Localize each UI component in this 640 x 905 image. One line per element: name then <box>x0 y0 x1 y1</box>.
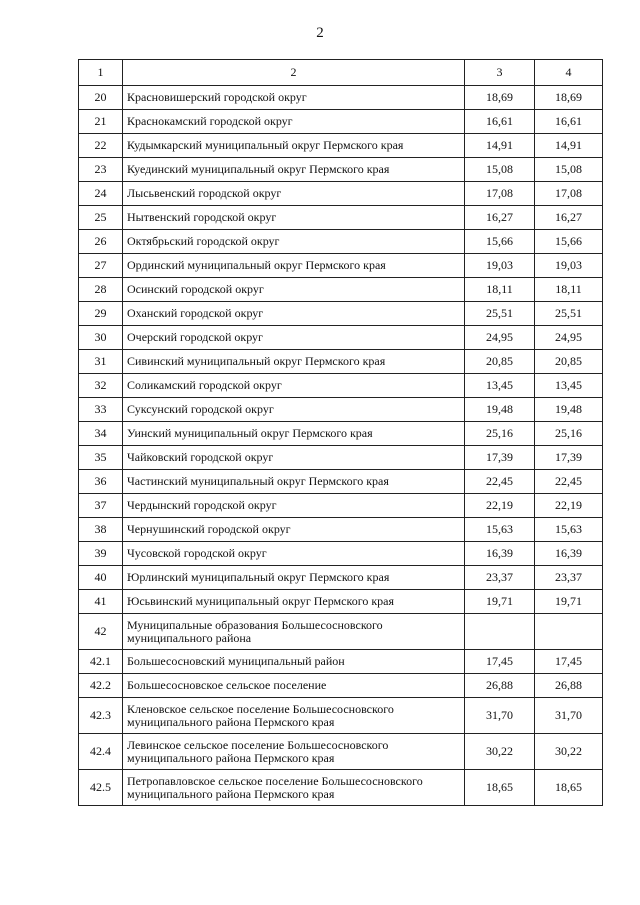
row-number-cell: 26 <box>79 230 123 254</box>
value-cell-col4: 31,70 <box>535 698 603 734</box>
table-header-row <box>79 60 603 86</box>
value-cell-col3: 13,45 <box>465 374 535 398</box>
table-row <box>79 110 603 134</box>
value-cell-col3: 16,39 <box>465 542 535 566</box>
table-row <box>79 254 603 278</box>
table-row <box>79 302 603 326</box>
row-number-cell: 42.3 <box>79 698 123 734</box>
table-row <box>79 542 603 566</box>
row-name-cell: Нытвенский городской округ <box>123 206 465 230</box>
table-row <box>79 158 603 182</box>
value-cell-col3: 22,19 <box>465 494 535 518</box>
row-number-cell: 39 <box>79 542 123 566</box>
row-name-cell: Кленовское сельское поселение Большесосновского муниципального района Пермского края <box>123 698 465 734</box>
row-name-cell: Чайковский городской округ <box>123 446 465 470</box>
value-cell-col3: 16,27 <box>465 206 535 230</box>
column-header: 4 <box>535 60 603 86</box>
value-cell-col4: 19,71 <box>535 590 603 614</box>
row-number-cell: 22 <box>79 134 123 158</box>
row-number-cell: 36 <box>79 470 123 494</box>
table-row <box>79 374 603 398</box>
value-cell-col4: 16,39 <box>535 542 603 566</box>
value-cell-col4: 19,48 <box>535 398 603 422</box>
table-row <box>79 470 603 494</box>
value-cell-col3: 15,66 <box>465 230 535 254</box>
row-name-cell: Кудымкарский муниципальный округ Пермского края <box>123 134 465 158</box>
row-number-cell: 30 <box>79 326 123 350</box>
table-row <box>79 206 603 230</box>
value-cell-col4: 22,45 <box>535 470 603 494</box>
value-cell-col3: 17,08 <box>465 182 535 206</box>
row-name-cell: Красновишерский городской округ <box>123 86 465 110</box>
value-cell-col3: 25,51 <box>465 302 535 326</box>
row-name-cell: Октябрьский городской округ <box>123 230 465 254</box>
value-cell-col4: 18,69 <box>535 86 603 110</box>
value-cell-col4: 26,88 <box>535 674 603 698</box>
table-row <box>79 590 603 614</box>
row-number-cell: 24 <box>79 182 123 206</box>
row-name-cell: Куединский муниципальный округ Пермского края <box>123 158 465 182</box>
value-cell-col3: 18,69 <box>465 86 535 110</box>
column-header: 1 <box>79 60 123 86</box>
value-cell-col3: 16,61 <box>465 110 535 134</box>
row-number-cell: 29 <box>79 302 123 326</box>
value-cell-col3: 17,45 <box>465 650 535 674</box>
row-number-cell: 33 <box>79 398 123 422</box>
value-cell-col4: 23,37 <box>535 566 603 590</box>
row-name-cell: Большесосновское сельское поселение <box>123 674 465 698</box>
value-cell-col3: 26,88 <box>465 674 535 698</box>
row-name-cell: Чусовской городской округ <box>123 542 465 566</box>
row-number-cell: 34 <box>79 422 123 446</box>
table-row <box>79 230 603 254</box>
value-cell-col3 <box>465 614 535 650</box>
value-cell-col4: 18,11 <box>535 278 603 302</box>
table-row <box>79 518 603 542</box>
row-name-cell: Ординский муниципальный округ Пермского края <box>123 254 465 278</box>
value-cell-col4: 18,65 <box>535 770 603 806</box>
table-row <box>79 326 603 350</box>
value-cell-col3: 15,63 <box>465 518 535 542</box>
value-cell-col3: 31,70 <box>465 698 535 734</box>
row-name-cell: Муниципальные образования Большесосновского муниципального района <box>123 614 465 650</box>
row-name-cell: Большесосновский муниципальный район <box>123 650 465 674</box>
table-row <box>79 650 603 674</box>
row-name-cell: Уинский муниципальный округ Пермского края <box>123 422 465 446</box>
row-name-cell: Юрлинский муниципальный округ Пермского края <box>123 566 465 590</box>
table-row <box>79 566 603 590</box>
row-number-cell: 42.4 <box>79 734 123 770</box>
value-cell-col3: 22,45 <box>465 470 535 494</box>
row-number-cell: 28 <box>79 278 123 302</box>
row-number-cell: 38 <box>79 518 123 542</box>
row-number-cell: 41 <box>79 590 123 614</box>
row-number-cell: 25 <box>79 206 123 230</box>
value-cell-col4: 15,08 <box>535 158 603 182</box>
row-name-cell: Юсьвинский муниципальный округ Пермского края <box>123 590 465 614</box>
row-name-cell: Сивинский муниципальный округ Пермского края <box>123 350 465 374</box>
table-row <box>79 770 603 806</box>
row-number-cell: 42 <box>79 614 123 650</box>
value-cell-col3: 14,91 <box>465 134 535 158</box>
value-cell-col4: 22,19 <box>535 494 603 518</box>
page-number: 2 <box>316 25 324 41</box>
row-name-cell: Левинское сельское поселение Большесосновского муниципального района Пермского края <box>123 734 465 770</box>
row-number-cell: 27 <box>79 254 123 278</box>
table-row <box>79 422 603 446</box>
table-row <box>79 494 603 518</box>
value-cell-col4: 20,85 <box>535 350 603 374</box>
value-cell-col4: 15,63 <box>535 518 603 542</box>
column-header: 3 <box>465 60 535 86</box>
table-row <box>79 86 603 110</box>
value-cell-col4: 17,08 <box>535 182 603 206</box>
table-row <box>79 350 603 374</box>
table-row <box>79 182 603 206</box>
row-number-cell: 21 <box>79 110 123 134</box>
value-cell-col3: 24,95 <box>465 326 535 350</box>
value-cell-col4: 24,95 <box>535 326 603 350</box>
row-number-cell: 35 <box>79 446 123 470</box>
row-name-cell: Оханский городской округ <box>123 302 465 326</box>
row-number-cell: 42.1 <box>79 650 123 674</box>
value-cell-col4: 17,45 <box>535 650 603 674</box>
row-name-cell: Частинский муниципальный округ Пермского края <box>123 470 465 494</box>
row-number-cell: 37 <box>79 494 123 518</box>
row-name-cell: Чернушинский городской округ <box>123 518 465 542</box>
column-header: 2 <box>123 60 465 86</box>
value-cell-col4: 17,39 <box>535 446 603 470</box>
value-cell-col4: 13,45 <box>535 374 603 398</box>
row-name-cell: Соликамский городской округ <box>123 374 465 398</box>
row-number-cell: 32 <box>79 374 123 398</box>
table-row <box>79 734 603 770</box>
row-number-cell: 31 <box>79 350 123 374</box>
value-cell-col3: 23,37 <box>465 566 535 590</box>
value-cell-col3: 18,11 <box>465 278 535 302</box>
row-name-cell: Лысьвенский городской округ <box>123 182 465 206</box>
value-cell-col4: 25,16 <box>535 422 603 446</box>
row-name-cell: Чердынский городской округ <box>123 494 465 518</box>
value-cell-col4 <box>535 614 603 650</box>
value-cell-col3: 20,85 <box>465 350 535 374</box>
row-number-cell: 42.2 <box>79 674 123 698</box>
table-row <box>79 134 603 158</box>
value-cell-col4: 14,91 <box>535 134 603 158</box>
table-row <box>79 278 603 302</box>
value-cell-col4: 16,27 <box>535 206 603 230</box>
row-name-cell: Очерский городской округ <box>123 326 465 350</box>
table-row <box>79 698 603 734</box>
row-number-cell: 23 <box>79 158 123 182</box>
value-cell-col4: 19,03 <box>535 254 603 278</box>
row-number-cell: 40 <box>79 566 123 590</box>
value-cell-col4: 16,61 <box>535 110 603 134</box>
value-cell-col3: 15,08 <box>465 158 535 182</box>
value-cell-col3: 19,71 <box>465 590 535 614</box>
table-row <box>79 614 603 650</box>
table-row <box>79 674 603 698</box>
value-cell-col4: 25,51 <box>535 302 603 326</box>
value-cell-col3: 17,39 <box>465 446 535 470</box>
row-name-cell: Суксунский городской округ <box>123 398 465 422</box>
row-name-cell: Петропавловское сельское поселение Большесосновского муниципального района Пермского края <box>123 770 465 806</box>
row-number-cell: 20 <box>79 86 123 110</box>
value-cell-col3: 18,65 <box>465 770 535 806</box>
value-cell-col3: 25,16 <box>465 422 535 446</box>
row-name-cell: Краснокамский городской округ <box>123 110 465 134</box>
table-row <box>79 446 603 470</box>
row-name-cell: Осинский городской округ <box>123 278 465 302</box>
value-cell-col3: 19,48 <box>465 398 535 422</box>
value-cell-col3: 19,03 <box>465 254 535 278</box>
row-number-cell: 42.5 <box>79 770 123 806</box>
data-table <box>78 59 603 806</box>
value-cell-col3: 30,22 <box>465 734 535 770</box>
value-cell-col4: 30,22 <box>535 734 603 770</box>
value-cell-col4: 15,66 <box>535 230 603 254</box>
table-row <box>79 398 603 422</box>
